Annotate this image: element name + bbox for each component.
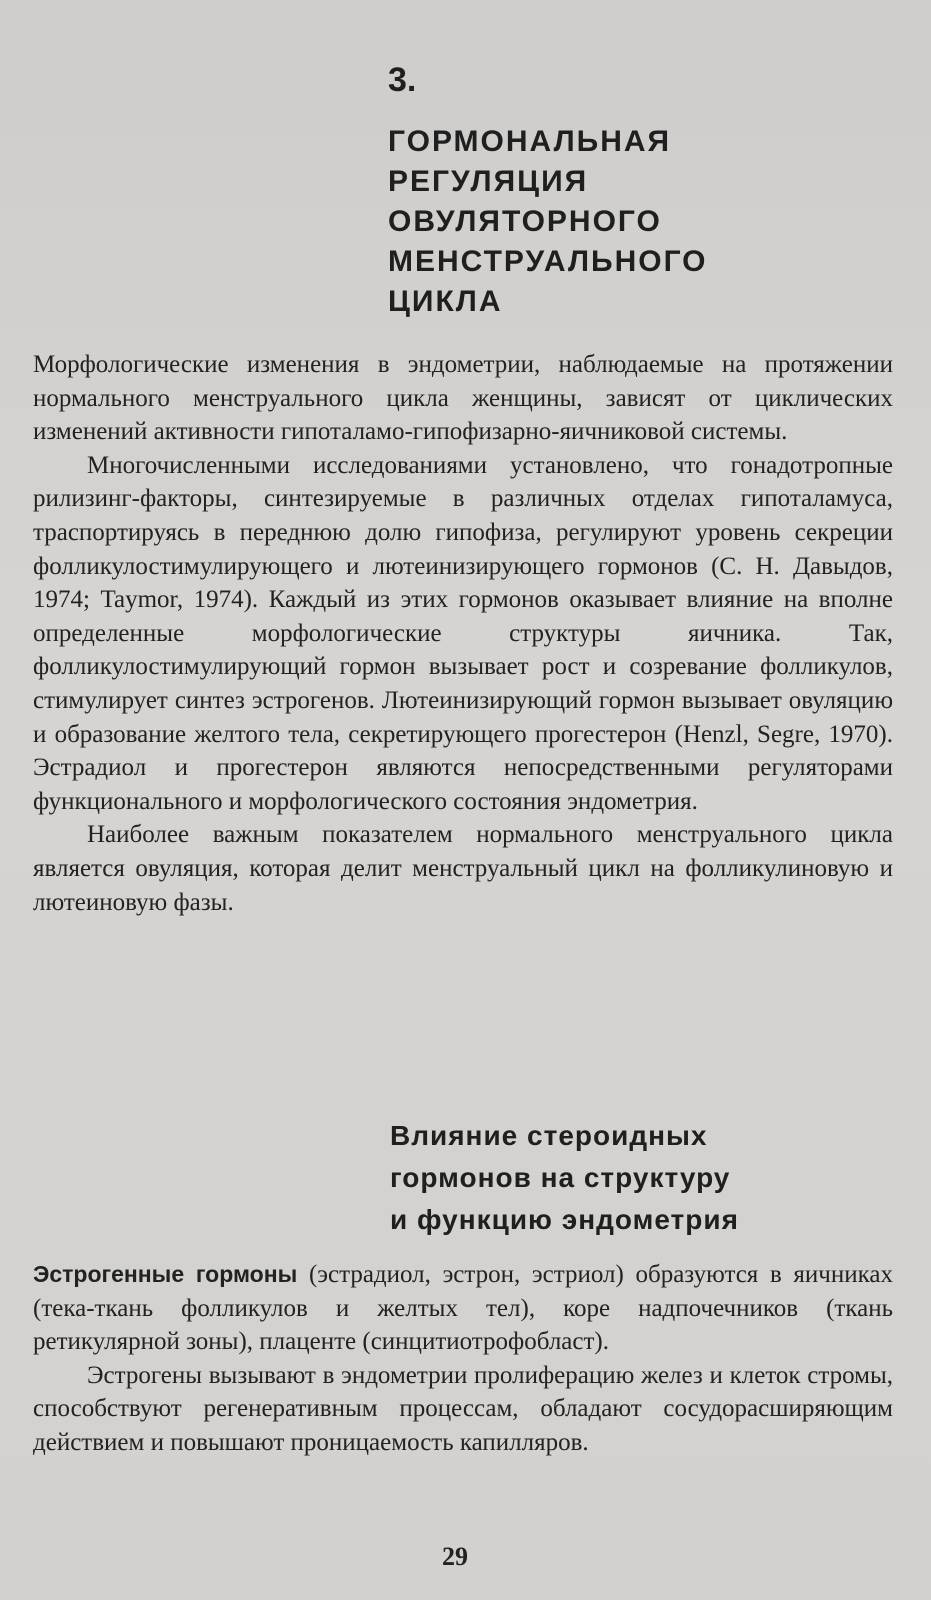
page-number: 29 bbox=[442, 1542, 468, 1571]
paragraph-rest: (эстрадиол, эстрон, эстриол) образуются в яичниках (тека-ткань фолликулов и желтых тел), коре надпочечников (ткань ретикулярной зоны), плаценте (синцитиотрофобласт). bbox=[33, 1261, 893, 1356]
chapter-title-line: МЕНСТРУАЛЬНОГО bbox=[388, 245, 708, 278]
section-title-line: Влияние стероидных bbox=[390, 1120, 708, 1151]
paragraph: Морфологические изменения в эндометрии, наблюдаемые на протяжении нормального менструального цикла женщины, зависят от циклических изменений активности гипоталамо-гипофизарно-яичниковой системы. bbox=[33, 351, 893, 446]
section-text bbox=[33, 1258, 893, 1460]
paragraph: Наиболее важным показателем нормального менструального цикла является овуляция, которая делит менструальный цикл на фолликулиновую и лютеиновую фазы. bbox=[33, 821, 893, 916]
paragraph: Многочисленными исследованиями установлено, что гонадотропные рилизинг-факторы, синтезируемые в различных отделах гипоталамуса, траспортируясь в переднюю долю гипофиза, регулируют уровень секреции фолликулостимулирующего и лютеинизирующего гормонов (С. Н. Давыдов, 1974; Taymor, 1974). Каждый из этих гормонов оказывает влияние на вполне определенные морфологические структуры яичника. Так, фолликулостимулирующий гормон вызывает рост и созревание фолликулов, стимулирует синтез эстрогенов. Лютеинизирующий гормон вызывает овуляцию и образование желтого тела, секретирующего прогестерон (Henzl, Segre, 1970). Эстрадиол и прогестерон являются непосредственными регуляторами функционального и морфологического состояния эндометрия. bbox=[33, 451, 893, 815]
section-heading bbox=[390, 1115, 850, 1241]
chapter-heading bbox=[388, 60, 808, 322]
chapter-title-line: ОВУЛЯТОРНОГО bbox=[388, 205, 662, 238]
paragraph: Эстрогены вызывают в эндометрии пролиферацию желез и клеток стромы, способствуют регенеративным процессам, обладают сосудорасширяющим действием и повышают проницаемость капилляров. bbox=[33, 1361, 893, 1456]
section-title-line: и функцию эндометрия bbox=[390, 1204, 739, 1235]
chapter-title-line: РЕГУЛЯЦИЯ bbox=[388, 165, 589, 198]
chapter-number: 3. bbox=[388, 61, 417, 99]
chapter-title-line: ЦИКЛА bbox=[388, 285, 503, 318]
section-title-line: гормонов на структуру bbox=[390, 1162, 731, 1193]
paragraph bbox=[33, 1258, 893, 1359]
intro-text bbox=[33, 348, 893, 919]
chapter-title-line: ГОРМОНАЛЬНАЯ bbox=[388, 125, 672, 158]
term-estrogen-hormones: Эстрогенные гормоны bbox=[33, 1261, 298, 1287]
